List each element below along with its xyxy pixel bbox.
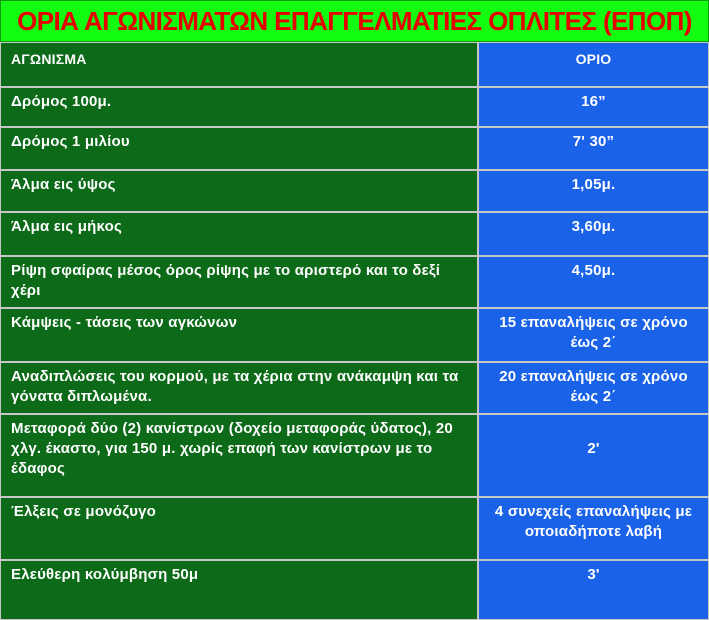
row-event: Κάμψεις - τάσεις των αγκώνων: [0, 308, 478, 362]
row-event: Δρόμος 100μ.: [0, 87, 478, 127]
row-limit: 16”: [478, 87, 709, 127]
header-event: ΑΓΩΝΙΣΜΑ: [0, 42, 478, 87]
row-event: Μεταφορά δύο (2) κανίστρων (δοχείο μεταφοράς ύδατος), 20 χλγ. έκαστο, για 150 μ. χωρίς επαφή των κανίστρων με το έδαφος: [0, 414, 478, 497]
row-limit: 1,05μ.: [478, 170, 709, 212]
row-limit: 2': [478, 414, 709, 497]
row-limit: 20 επαναλήψεις σε χρόνο έως 2΄: [478, 362, 709, 414]
row-limit: 7' 30”: [478, 127, 709, 170]
row-limit: 4,50μ.: [478, 256, 709, 308]
row-event: Ελεύθερη κολύμβηση 50μ: [0, 560, 478, 620]
page-title: ΟΡΙΑ ΑΓΩΝΙΣΜΑΤΩΝ ΕΠΑΓΓΕΛΜΑΤΙΕΣ ΟΠΛΙΤΕΣ (ΕΠΟΠ): [0, 0, 709, 42]
row-limit: 3': [478, 560, 709, 620]
row-limit: 15 επαναλήψεις σε χρόνο έως 2΄: [478, 308, 709, 362]
limits-table: [0, 42, 709, 620]
row-event: Δρόμος 1 μιλίου: [0, 127, 478, 170]
row-event: Έλξεις σε μονόζυγο: [0, 497, 478, 560]
header-limit: ΟΡΙΟ: [478, 42, 709, 87]
row-limit: 3,60μ.: [478, 212, 709, 256]
row-event: Ρίψη σφαίρας μέσος όρος ρίψης με το αριστερό και το δεξί χέρι: [0, 256, 478, 308]
row-event: Άλμα εις ύψος: [0, 170, 478, 212]
row-event: Αναδιπλώσεις του κορμού, με τα χέρια στην ανάκαμψη και τα γόνατα διπλωμένα.: [0, 362, 478, 414]
row-limit: 4 συνεχείς επαναλήψεις με οποιαδήποτε λαβή: [478, 497, 709, 560]
row-event: Άλμα εις μήκος: [0, 212, 478, 256]
